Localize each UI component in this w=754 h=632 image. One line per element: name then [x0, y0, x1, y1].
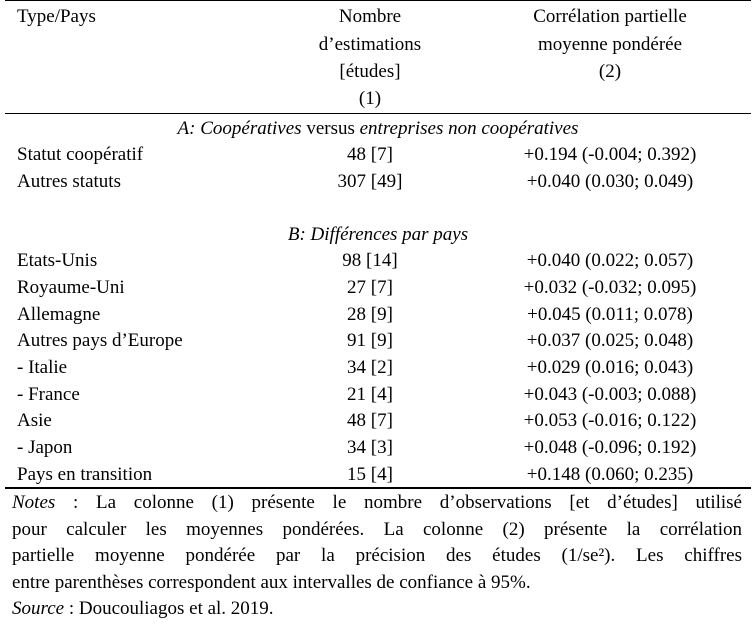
row-label: Statut coopératif [17, 144, 144, 165]
notes-line-1 [12, 490, 742, 517]
row-corr: +0.148 (0.060; 0.235) [526, 464, 694, 485]
row-label: Etats-Unis [17, 250, 98, 271]
header-count-line-1: Nombre [338, 6, 402, 27]
row-label: Autres pays d’Europe [17, 330, 183, 351]
source-label: Source [12, 598, 65, 619]
row-corr: +0.040 (0.022; 0.057) [526, 250, 694, 271]
row-label: Autres statuts [17, 171, 121, 192]
row-corr: +0.037 (0.025; 0.048) [526, 330, 694, 351]
notes-line-4: entre parenthèses correspondent aux intervalles de confiance à 95%. [12, 571, 531, 593]
table-bottom-rule [5, 487, 751, 489]
notes-text-1: : La colonne (1) présente le nombre d’observations [et d’études] utilisé [55, 492, 742, 513]
section-a-title-italic-1: A: Coopératives [177, 118, 302, 139]
section-a-title [5, 119, 751, 138]
row-corr: +0.053 (-0.016; 0.122) [523, 410, 697, 431]
header-count-line-2: d’estimations [318, 34, 422, 55]
row-count: 27 [7] [347, 277, 393, 298]
row-label: Asie [17, 410, 52, 431]
notes-line-3: partielle moyenne pondérée par la précision des études (1/se²). Les chiffres [12, 545, 742, 566]
header-corr-line-2: moyenne pondérée [537, 34, 683, 55]
row-count: 98 [14] [342, 250, 398, 271]
row-label: Royaume-Uni [17, 277, 125, 298]
header-count-line-4: (1) [358, 88, 382, 109]
row-corr: +0.045 (0.011; 0.078) [527, 304, 693, 325]
row-corr: +0.029 (0.016; 0.043) [526, 357, 694, 378]
row-count: 307 [49] [337, 171, 403, 192]
header-rule [5, 113, 751, 114]
header-corr-line-1: Corrélation partielle [533, 6, 687, 27]
row-count: 48 [7] [347, 144, 393, 165]
row-corr: +0.048 (-0.096; 0.192) [523, 437, 697, 458]
row-count: 34 [3] [347, 437, 393, 458]
row-corr: +0.043 (-0.003; 0.088) [523, 384, 697, 405]
row-label: Allemagne [17, 304, 101, 325]
row-label: Pays en transition [17, 464, 153, 485]
section-a-title-italic-2: entreprises non coopératives [359, 118, 579, 139]
header-type: Type/Pays [17, 6, 96, 27]
section-b-title: B: Différences par pays [287, 224, 469, 245]
header-corr-line-3: (2) [598, 61, 622, 82]
source-text: : Doucouliagos et al. 2019. [64, 598, 274, 619]
row-count: 28 [9] [347, 304, 393, 325]
header-count-line-3: [études] [339, 61, 401, 82]
row-count: 91 [9] [347, 330, 393, 351]
notes-line-2: pour calculer les moyennes pondérées. La colonne (2) présente la corrélation [12, 518, 742, 540]
row-corr: +0.194 (-0.004; 0.392) [523, 144, 697, 165]
row-count: 34 [2] [347, 357, 393, 378]
notes-label: Notes [12, 492, 56, 513]
row-count: 15 [4] [347, 464, 393, 485]
top-rule [5, 0, 751, 1]
row-corr: +0.032 (-0.032; 0.095) [523, 277, 697, 298]
section-a-title-plain: versus [301, 118, 360, 139]
row-label: - France [17, 384, 80, 405]
row-count: 48 [7] [347, 410, 393, 431]
row-label: - Japon [17, 437, 73, 458]
row-label: - Italie [17, 357, 68, 378]
row-corr: +0.040 (0.030; 0.049) [526, 171, 694, 192]
table-notes [12, 490, 742, 623]
row-count: 21 [4] [347, 384, 393, 405]
source-line [12, 596, 742, 623]
